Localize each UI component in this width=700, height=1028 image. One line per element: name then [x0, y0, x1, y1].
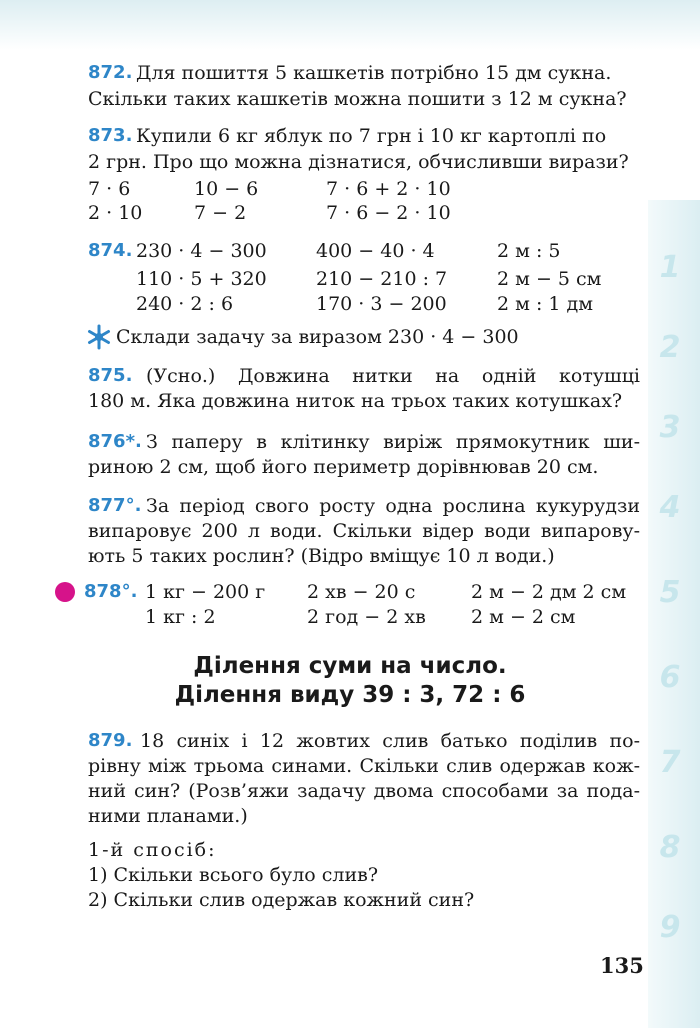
- exercise-873-expr: 2 · 10: [88, 202, 143, 224]
- side-tab-2: 2: [659, 330, 681, 365]
- exercise-874-expr: 240 · 2 : 6: [136, 293, 234, 315]
- exercise-879-step-2: 2) Скільки слив одержав кожний син?: [88, 889, 475, 911]
- side-tab-8: 8: [659, 830, 681, 865]
- snowflake-icon: [86, 324, 112, 350]
- exercise-874-expr: 230 · 4 − 300: [136, 240, 267, 262]
- exercise-879-number: 879.: [88, 730, 133, 751]
- exercise-874-number: 874.: [88, 240, 133, 261]
- exercise-879-line-2: рівну між трьома синами. Скільки слив одержав кож-: [88, 755, 640, 777]
- exercise-873-expr: 7 − 2: [194, 202, 247, 224]
- exercise-878-expr: 1 кг − 200 г: [145, 581, 266, 603]
- side-tab-9: 9: [659, 910, 681, 945]
- exercise-874-task: Склади задачу за виразом 230 · 4 − 300: [116, 326, 519, 348]
- difficulty-marker-dot: [55, 582, 75, 602]
- top-decor-strip: [0, 0, 700, 50]
- exercise-873-expr: 7 · 6 − 2 · 10: [326, 202, 451, 224]
- exercise-879-method-label: 1-й спосіб:: [88, 839, 217, 861]
- exercise-876-line-2: риною 2 см, щоб його периметр дорівнював 20 см.: [88, 456, 599, 478]
- exercise-875-line-1: (Усно.) Довжина нитки на одній котушці: [146, 365, 640, 387]
- side-tab-5: 5: [659, 575, 681, 610]
- exercise-873-line-1: Купили 6 кг яблук по 7 грн і 10 кг картоплі по: [136, 125, 607, 147]
- exercise-874-expr: 2 м : 1 дм: [497, 293, 593, 315]
- exercise-875-number: 875.: [88, 365, 133, 386]
- exercise-873-expr: 7 · 6: [88, 178, 131, 200]
- exercise-873-line-2: 2 грн. Про що можна дізнатися, обчисливши вирази?: [88, 151, 629, 173]
- exercise-873-expr: 7 · 6 + 2 · 10: [326, 178, 451, 200]
- exercise-878-expr: 2 м − 2 см: [471, 606, 576, 628]
- exercise-877-line-3: ють 5 таких рослин? (Відро вміщує 10 л води.): [88, 545, 555, 567]
- exercise-877-line-1: За період свого росту одна рослина кукурудзи: [146, 495, 640, 517]
- exercise-874-expr: 2 м : 5: [497, 240, 561, 262]
- exercise-876-line-1: З паперу в клітинку виріж прямокутник ши-: [146, 431, 640, 453]
- exercise-878-expr: 2 год − 2 хв: [307, 606, 426, 628]
- section-heading-line-1: Ділення суми на число.: [193, 653, 507, 679]
- side-tab-4: 4: [659, 490, 681, 525]
- exercise-876-number: 876*.: [88, 431, 142, 452]
- exercise-872-number: 872.: [88, 62, 133, 83]
- side-tab-1: 1: [659, 250, 681, 285]
- side-tab-3: 3: [659, 410, 681, 445]
- exercise-874-expr: 210 − 210 : 7: [316, 268, 448, 290]
- exercise-874-expr: 170 · 3 − 200: [316, 293, 447, 315]
- exercise-879-step-1: 1) Скільки всього було слив?: [88, 864, 379, 886]
- side-tab-7: 7: [659, 745, 681, 780]
- exercise-878-expr: 1 кг : 2: [145, 606, 216, 628]
- exercise-873-expr: 10 − 6: [194, 178, 259, 200]
- exercise-878-expr: 2 м − 2 дм 2 см: [471, 581, 627, 603]
- exercise-874-expr: 110 · 5 + 320: [136, 268, 267, 290]
- exercise-873-number: 873.: [88, 125, 133, 146]
- exercise-874-expr: 2 м − 5 см: [497, 268, 602, 290]
- exercise-879-line-1: 18 синіх і 12 жовтих слив батько поділив по-: [140, 730, 640, 752]
- page-number: 135: [600, 953, 644, 978]
- side-tab-strip: [648, 200, 700, 1028]
- exercise-877-number: 877°.: [88, 495, 142, 516]
- side-tab-6: 6: [659, 660, 681, 695]
- exercise-878-number: 878°.: [84, 581, 138, 602]
- exercise-874-expr: 400 − 40 · 4: [316, 240, 435, 262]
- exercise-879-line-4: ними планами.): [88, 805, 248, 827]
- exercise-878-expr: 2 хв − 20 с: [307, 581, 416, 603]
- section-heading-line-2: Ділення виду 39 : 3, 72 : 6: [174, 682, 526, 708]
- exercise-879-line-3: ний син? (Розв’яжи задачу двома способами за пода-: [88, 780, 640, 802]
- exercise-872-line-1: Для пошиття 5 кашкетів потрібно 15 дм сукна.: [136, 62, 612, 84]
- exercise-872-line-2: Скільки таких кашкетів можна пошити з 12 м сукна?: [88, 88, 627, 110]
- exercise-875-line-2: 180 м. Яка довжина ниток на трьох таких котушках?: [88, 390, 623, 412]
- exercise-877-line-2: випаровує 200 л води. Скільки відер води випарову-: [88, 520, 640, 542]
